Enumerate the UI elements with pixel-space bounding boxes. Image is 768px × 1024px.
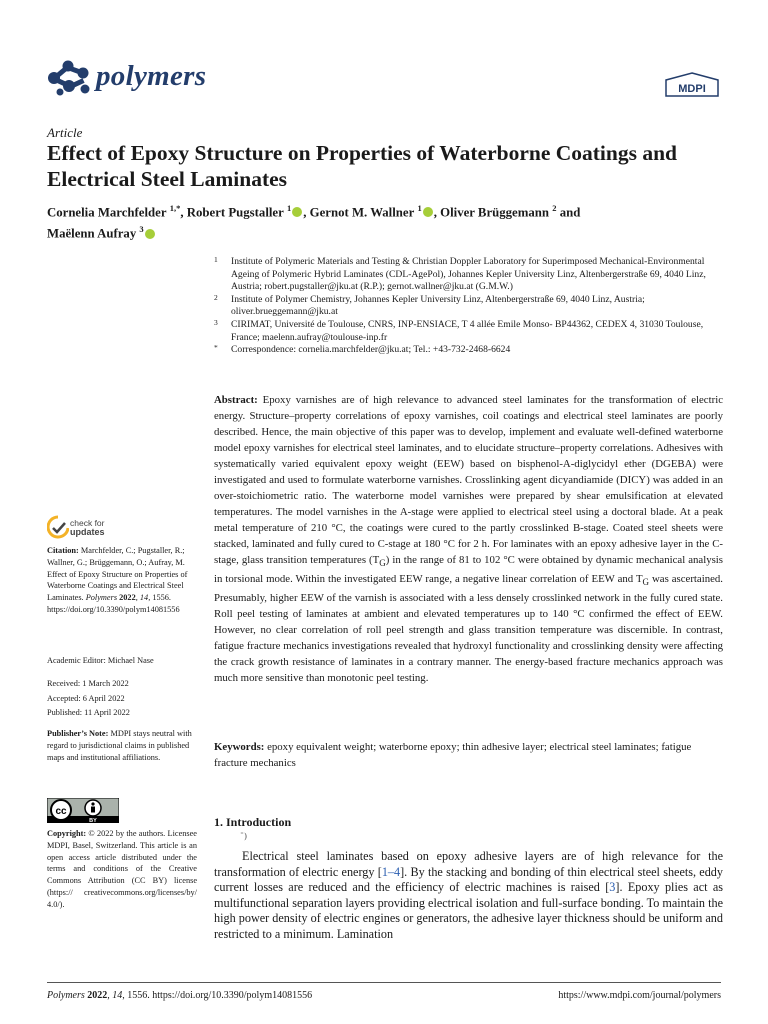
citation-doi-link[interactable]: , 1556. https://doi.org/10.3390/polym14081556 bbox=[47, 593, 180, 614]
affiliation-item bbox=[214, 319, 724, 344]
section-heading-introduction: 1. Introduction bbox=[214, 815, 292, 829]
cc-by-license-icon[interactable] bbox=[47, 798, 119, 823]
polymers-logo-icon bbox=[46, 58, 92, 96]
abstract bbox=[214, 392, 723, 686]
abstract-text: was ascertained. Presumably, higher EEW of the varnish is associated with a less densely crosslinked network in the fully cured state. Roll peel testing of laminates at ambient and elevated temperatures up to 140 °C confirmed the effect of EEW. However, no clear correlation of roll peel strength and glass transition temperature was discernible. In contrast, fatigue fracture mechanics investigations revealed that hydroxyl functionality and crosslinking density were affecting the crack growth resistance of laminates in a contrary manner. The energy-based fracture mechanics approach was much more sensitive than monotonic peel testing. bbox=[214, 573, 723, 685]
affiliation-number: 2 bbox=[214, 292, 218, 302]
author-name[interactable]: Robert Pugstaller bbox=[186, 205, 284, 220]
intro-mark: ¨) bbox=[240, 832, 248, 841]
affiliation-text: Institute of Polymer Chemistry, Johannes Kepler University Linz, Altenbergerstraße 69, 4040 Linz, Austria; oliver.brueggemann@jku.at bbox=[231, 293, 645, 318]
subscript: G bbox=[642, 577, 650, 588]
affiliation-number: * bbox=[214, 343, 218, 353]
academic-editor: Academic Editor: Michael Nase bbox=[47, 656, 154, 665]
correspondence bbox=[214, 344, 724, 357]
reference-link[interactable]: 1–4 bbox=[381, 864, 401, 879]
affiliation-number: 3 bbox=[214, 317, 218, 327]
subscript: G bbox=[379, 558, 386, 569]
keywords-text: epoxy equivalent weight; waterborne epoxy; thin adhesive layer; electrical steel laminates; fatigue fracture mechanics bbox=[214, 741, 692, 769]
publisher-name: MDPI bbox=[678, 83, 706, 95]
introduction-paragraph bbox=[214, 849, 723, 943]
check-updates-line1: check for bbox=[70, 518, 105, 528]
affiliation-item bbox=[214, 294, 724, 319]
orcid-icon[interactable] bbox=[292, 207, 302, 217]
footer-journal: Polymers bbox=[47, 990, 85, 1001]
copyright-text: © 2022 by the authors. Licensee MDPI, Basel, Switzerland. This article is an open access article distributed under the terms and conditions of the Creative Commons Attribution (CC BY) license (https:// creativecommons.org/licenses/by/ 4.0/). bbox=[47, 829, 197, 909]
mdpi-logo-icon bbox=[664, 72, 720, 98]
citation-text: Marchfelder, C.; Pugstaller, R.; Wallner, G.; Brüggemann, O.; Aufray, M. Effect of Epoxy Structure on Properties of Waterborne Coatings and Electrical Steel Laminates. bbox=[47, 546, 188, 603]
footer-journal-url[interactable]: https://www.mdpi.com/journal/polymers bbox=[558, 990, 721, 1001]
footer-volume: , 14 bbox=[107, 990, 123, 1001]
copyright bbox=[47, 828, 197, 911]
affiliation-text: Institute of Polymeric Materials and Testing & Christian Doppler Laboratory for Superimposed Mechanical-Environmental Ageing of Polymeric Hybrid Laminates (CDL-AgePol), Johannes Kepler University Linz, Altenbergerstraße 69, 4040 Linz, Austria; robert.pugstaller@jku.at (R.P.); gernot.wallner@jku.at (G.M.W.) bbox=[231, 256, 706, 293]
author-name[interactable]: Oliver Brüggemann bbox=[440, 205, 550, 220]
copyright-label: Copyright: bbox=[47, 829, 87, 838]
citation bbox=[47, 545, 197, 616]
intro-text: ]. Epoxy plies act as multifunctional separation layers providing electrical isolation and full-surface bonding. To maintain the high power density of electric engines or generators, the adhesive layer thickness should be uniform and restricted to a minimum. Lamination bbox=[214, 880, 723, 941]
affiliation-text: Correspondence: cornelia.marchfelder@jku.at; Tel.: +43-732-2468-6624 bbox=[231, 344, 511, 356]
accepted-date: Accepted: 6 April 2022 bbox=[47, 694, 125, 703]
journal-name: polymers bbox=[96, 60, 207, 92]
orcid-icon[interactable] bbox=[423, 207, 433, 217]
orcid-icon[interactable] bbox=[145, 229, 155, 239]
intro-text: ]. By the stacking and bonding of thin electrical steel sheets, eddy current losses are reduced and the efficiency of electric machines is raised [ bbox=[214, 864, 723, 895]
affil-sup: 2 bbox=[552, 203, 557, 213]
footer-citation bbox=[47, 990, 312, 1001]
affil-sup: 1 bbox=[417, 203, 422, 213]
author-list: Cornelia Marchfelder $^{1,*}$, Robert Pugstaller $^1$ , Gernot M. Wallner $^1$ , Oliver Brüggemann $^2$ and Maëlenn Aufray $^3$ bbox=[47, 203, 581, 241]
abstract-label: Abstract: bbox=[214, 394, 258, 406]
affil-sup: 1,* bbox=[169, 203, 181, 213]
citation-label: Citation: bbox=[47, 546, 79, 555]
author-conjunction: and bbox=[559, 205, 581, 220]
affil-sup: 3 bbox=[139, 224, 144, 235]
check-for-updates-button[interactable] bbox=[47, 515, 167, 545]
citation-year: 2022 bbox=[117, 593, 136, 603]
publishers-note-text: MDPI stays neutral with regard to jurisdictional claims in published maps and institutional affiliations. bbox=[47, 729, 192, 762]
article-type: Article bbox=[47, 125, 83, 140]
check-updates-line2: updates bbox=[70, 527, 105, 537]
author-name[interactable]: Cornelia Marchfelder bbox=[47, 205, 167, 220]
keywords-label: Keywords: bbox=[214, 741, 265, 753]
reference-link[interactable]: 3 bbox=[609, 880, 616, 895]
keywords bbox=[214, 739, 723, 771]
intro-text: Electrical steel laminates based on epoxy adhesive layers are of high relevance for the transformation of electric energy [ bbox=[214, 849, 723, 879]
author-name[interactable]: Gernot M. Wallner bbox=[309, 205, 415, 220]
affiliation-text: CIRIMAT, Université de Toulouse, CNRS, INP-ENSIACE, T 4 allée Emile Monso- BP44362, CEDEX 4, 31030 Toulouse, France; maelenn.aufray@toulouse-inp.fr bbox=[231, 318, 704, 343]
publishers-note bbox=[47, 728, 197, 763]
check-updates-icon bbox=[47, 515, 69, 541]
abstract-text: Epoxy varnishes are of high relevance to advanced steel laminates for the transformation of electric energy. Structure–property correlations of epoxy varnishes, coil coatings and electrical steel laminates are poorly described. Hence, the main objective of this paper was to develop, implement and evaluate well-defined waterborne model epoxy varnishes for electrical steel laminates, and to elucidate structure–property correlations. Adhesives with systematically varied equivalent epoxy weight (EEW) based on bisphenol-A-diglycidyl ether (DGEBA) were investigated and used to formulate waterborne varnishes. Crosslinking agent dicyandiamide (DICY) was added in an over-stoichiometric ratio. The waterborne model varnishes were prepared by shear emulsification at elevated temperatures. The model varnishes in the A-stage were applied to electrical steel using a doctoral blade. At a peak metal temperature of 210 °C, the coatings were cured to the partly crosslinked B-stage. Coated steel sheets were stacked, laminated and fully cured to C-stage at 180 °C for 2 h. For laminates with an epoxy adhesive layer in the C-stage, glass transition temperatures (T bbox=[214, 394, 723, 566]
footer-divider bbox=[47, 982, 721, 983]
affiliation-item bbox=[214, 256, 724, 294]
footer-year: 2022 bbox=[84, 990, 108, 1001]
affiliations bbox=[214, 256, 724, 357]
abstract-text: ) in the range of 81 to 102 °C were obtained by dynamic mechanical analysis in torsional mode. Within the investigated EEW range, a negative linear correlation of EEW and T bbox=[214, 554, 723, 586]
affil-sup: 1 bbox=[287, 203, 292, 213]
publishers-note-label: Publisher’s Note: bbox=[47, 729, 109, 738]
published-date: Published: 11 April 2022 bbox=[47, 708, 130, 717]
author-name[interactable]: Maëlenn Aufray bbox=[47, 226, 137, 241]
svg-text:cc: cc bbox=[55, 806, 67, 817]
article-title: Effect of Epoxy Structure on Properties of Waterborne Coatings and Electrical Steel Laminates bbox=[47, 141, 678, 191]
citation-volume: , 14 bbox=[135, 593, 149, 603]
cc-by-label: BY bbox=[89, 818, 97, 823]
received-date: Received: 1 March 2022 bbox=[47, 679, 129, 688]
footer-doi-link[interactable]: , 1556. https://doi.org/10.3390/polym14081556 bbox=[122, 990, 313, 1001]
citation-journal: Polymers bbox=[85, 593, 118, 603]
affiliation-number: 1 bbox=[214, 255, 218, 264]
